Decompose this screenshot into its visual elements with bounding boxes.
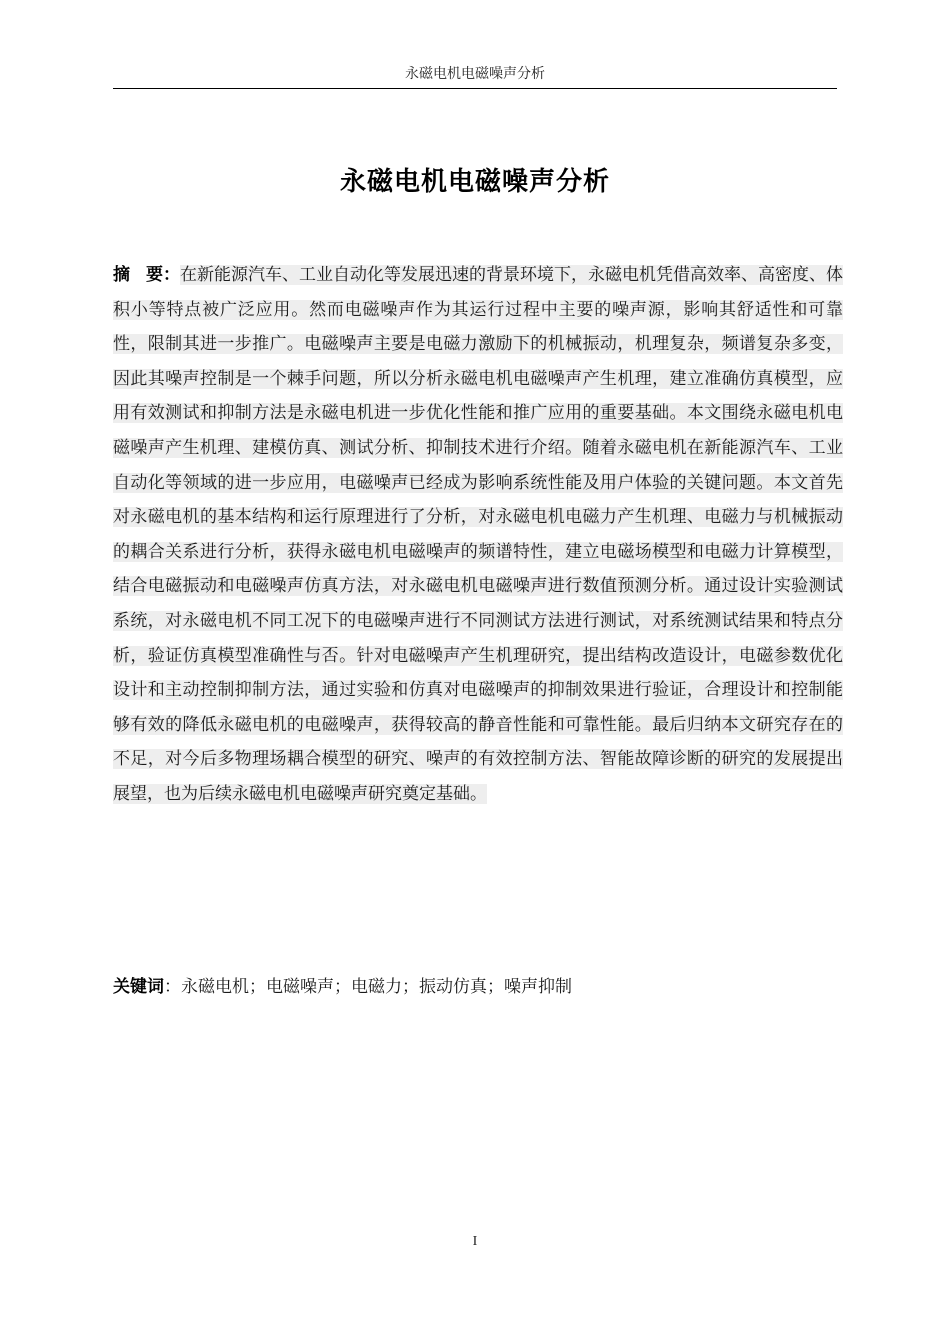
abstract-text: 在新能源汽车、工业自动化等发展迅速的背景环境下，永磁电机凭借高效率、高密度、体积小等特点被广泛应用。然而电磁噪声作为其运行过程中主要的噪声源，影响其舒适性和可靠性，限制其进一步推广。电磁噪声主要是电磁力激励下的机械振动，机理复杂，频谱复杂多变，因此其噪声控制是一个棘手问题，所以分析永磁电机电磁噪声产生机理，建立准确仿真模型，应用有效测试和抑制方法是永磁电机进一步优化性能和推广应用的重要基础。本文围绕永磁电机电磁噪声产生机理、建模仿真、测试分析、抑制技术进行介绍。随着永磁电机在新能源汽车、工业自动化等领域的进一步应用，电磁噪声已经成为影响系统性能及用户体验的关键问题。本文首先对永磁电机的基本结构和运行原理进行了分析，对永磁电机电磁力产生机理、电磁力与机械振动的耦合关系进行分析，获得永磁电机电磁噪声的频谱特性，建立电磁场模型和电磁力计算模型，结合电磁振动和电磁噪声仿真方法，对永磁电机电磁噪声进行数值预测分析。通过设计实验测试系统，对永磁电机不同工况下的电磁噪声进行不同测试方法进行测试，对系统测试结果和特点分析，验证仿真模型准确性与否。针对电磁噪声产生机理研究，提出结构改造设计，电磁参数优化设计和主动控制抑制方法，通过实验和仿真对电磁噪声的抑制效果进行验证，合理设计和控制能够有效的降低永磁电机的电磁噪声，获得较高的静音性能和可靠性能。最后归纳本文研究存在的不足，对今后多物理场耦合模型的研究、噪声的有效控制方法、智能故障诊断的研究的发展提出展望，也为后续永磁电机电磁噪声研究奠定基础。: [113, 265, 843, 804]
keywords-line: [113, 970, 843, 1004]
keywords-text: ：永磁电机；电磁噪声；电磁力；振动仿真；噪声抑制: [164, 977, 572, 997]
abstract-label-head: 摘: [113, 265, 146, 285]
abstract-label-tail: 要：: [146, 265, 180, 285]
document-title: 永磁电机电磁噪声分析: [339, 167, 610, 197]
keywords-label: 关键词: [113, 977, 164, 997]
running-header-title: 永磁电机电磁噪声分析: [405, 66, 545, 82]
abstract-paragraph: [113, 258, 843, 812]
running-header: [113, 64, 837, 89]
page-number: I: [472, 1234, 478, 1249]
